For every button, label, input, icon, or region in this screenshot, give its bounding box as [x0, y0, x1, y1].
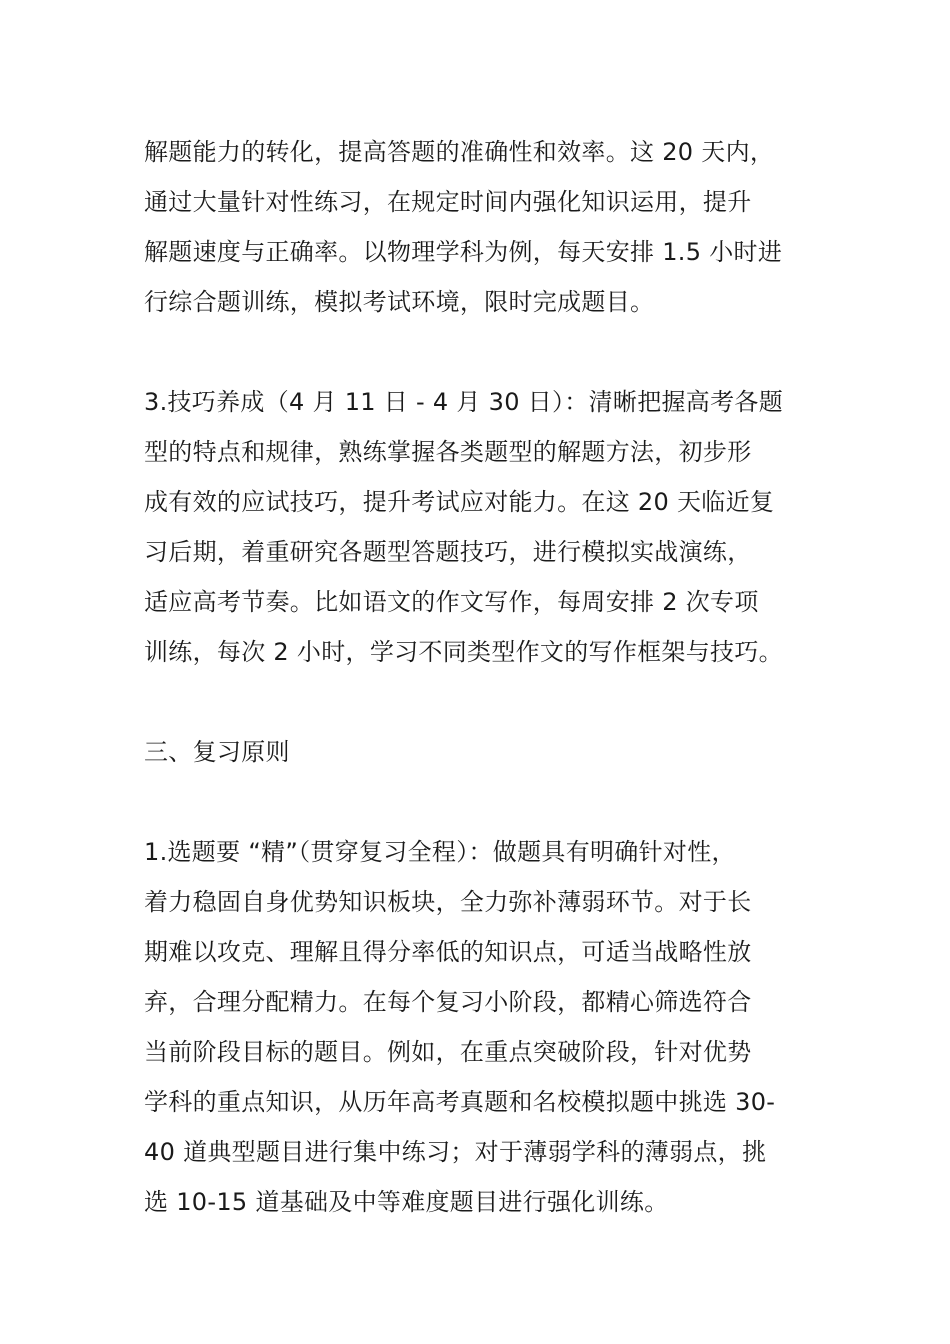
text-line: 型的特点和规律，熟练掌握各类题型的解题方法，初步形 — [144, 438, 752, 466]
paragraph-spacer — [144, 327, 816, 377]
text-line: 成有效的应试技巧，提升考试应对能力。在这 20 天临近复 — [144, 488, 775, 516]
text-line: 习后期，着重研究各题型答题技巧，进行模拟实战演练， — [144, 538, 752, 566]
text-line: 1.选题要 “精”（贯穿复习全程）：做题具有明确针对性， — [144, 838, 736, 866]
paragraph-spacer — [144, 777, 816, 827]
text-line: 选 10-15 道基础及中等难度题目进行强化训练。 — [144, 1188, 669, 1216]
text-line: 行综合题训练，模拟考试环境，限时完成题目。 — [144, 288, 655, 316]
text-line: 适应高考节奏。比如语文的作文写作，每周安排 2 次专项 — [144, 588, 759, 616]
text-line: 训练，每次 2 小时，学习不同类型作文的写作框架与技巧。 — [144, 638, 783, 666]
paragraph-spacer — [144, 677, 816, 727]
text-line: 弃，合理分配精力。在每个复习小阶段，都精心筛选符合 — [144, 988, 752, 1016]
text-line: 40 道典型题目进行集中练习；对于薄弱学科的薄弱点，挑 — [144, 1138, 767, 1166]
text-line: 当前阶段目标的题目。例如，在重点突破阶段，针对优势 — [144, 1038, 752, 1066]
text-line: 学科的重点知识，从历年高考真题和名校模拟题中挑选 30- — [144, 1088, 776, 1116]
text-line: 通过大量针对性练习，在规定时间内强化知识运用，提升 — [144, 188, 752, 216]
text-line: 3.技巧养成（4 月 11 日 - 4 月 30 日）：清晰把握高考各题 — [144, 388, 784, 416]
paragraph-skill-formation — [144, 377, 816, 677]
text-line: 解题能力的转化，提高答题的准确性和效率。这 20 天内， — [144, 138, 775, 166]
paragraph-selection-principle — [144, 827, 816, 1227]
text-line: 着力稳固自身优势知识板块，全力弥补薄弱环节。对于长 — [144, 888, 752, 916]
section-heading: 三、复习原则 — [144, 738, 290, 766]
text-line: 期难以攻克、理解且得分率低的知识点，可适当战略性放 — [144, 938, 752, 966]
paragraph-practice-phase — [144, 127, 816, 327]
text-line: 解题速度与正确率。以物理学科为例，每天安排 1.5 小时进 — [144, 238, 783, 266]
document-body — [144, 127, 816, 1227]
